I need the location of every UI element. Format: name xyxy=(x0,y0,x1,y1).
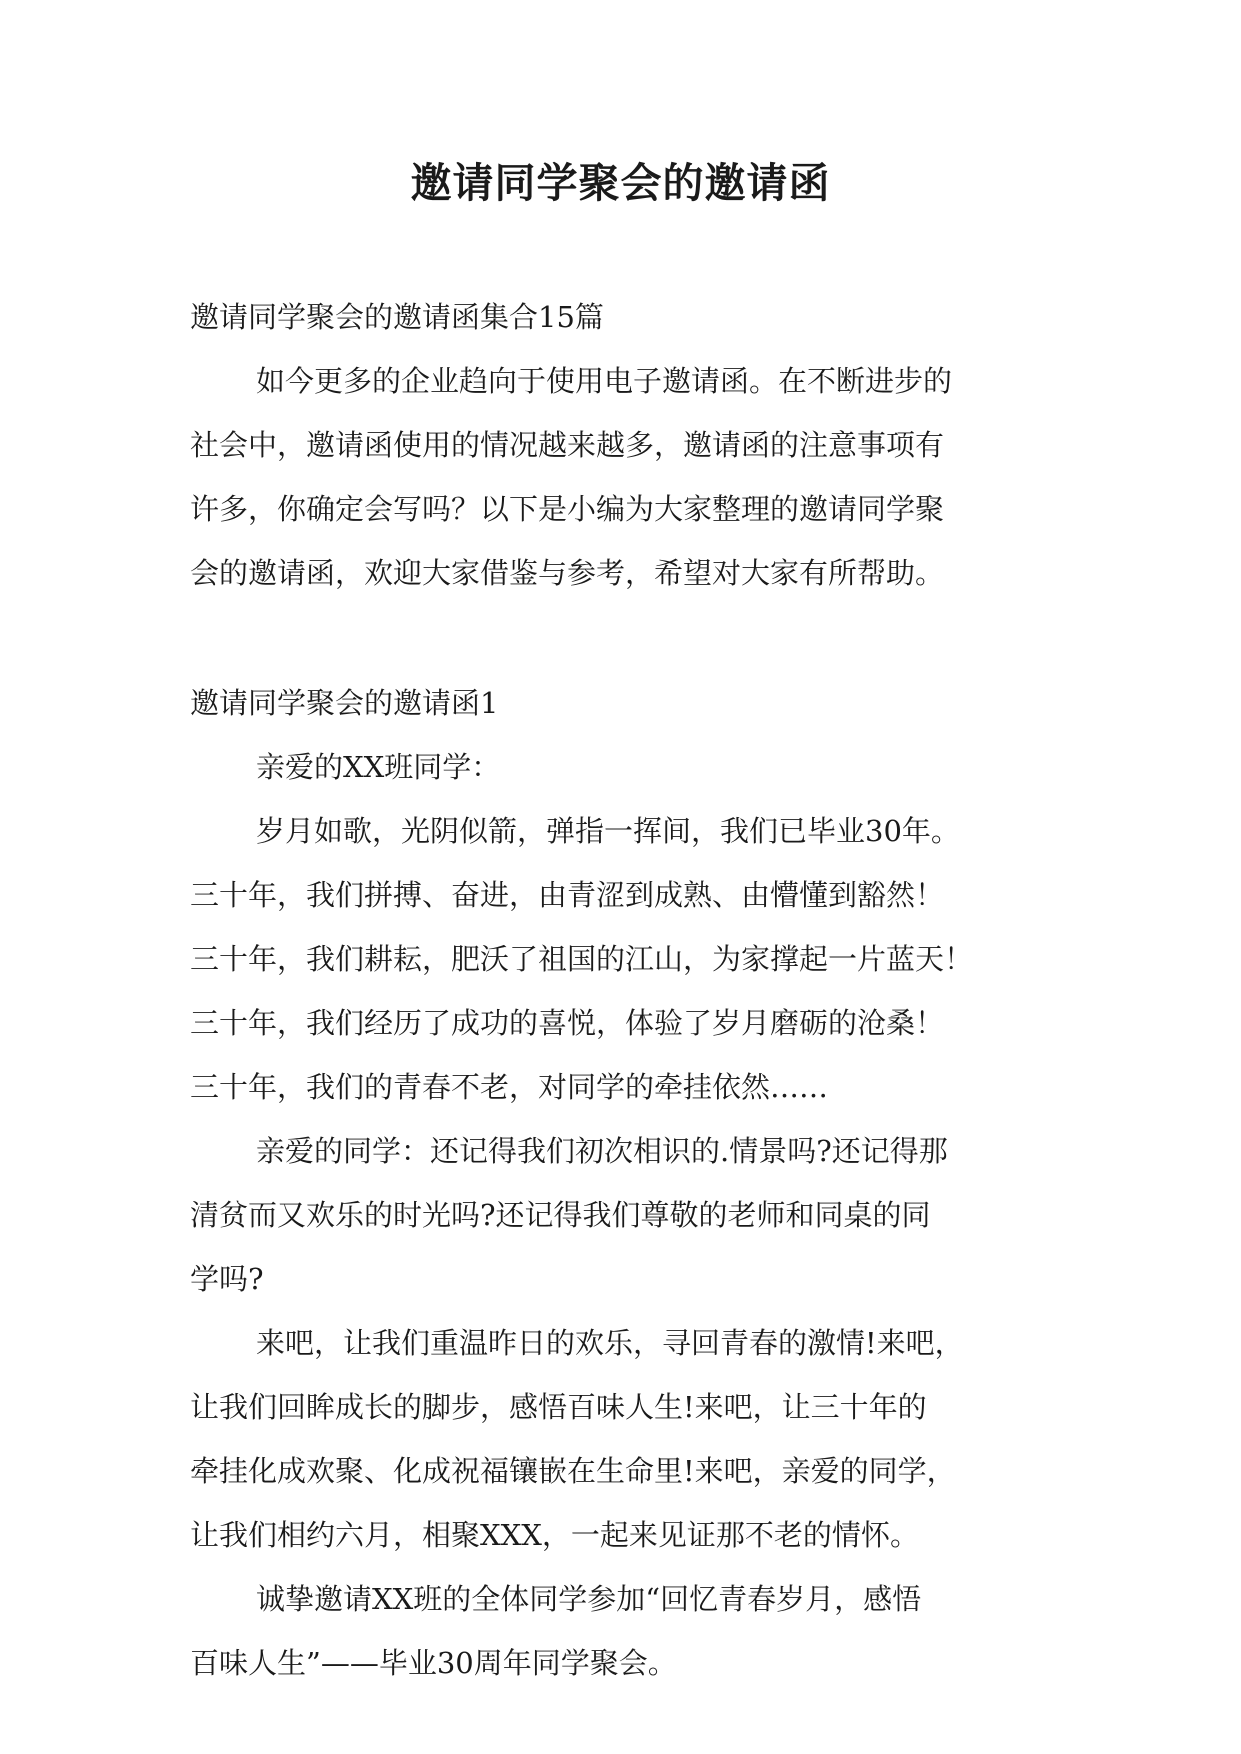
paragraph-invitation xyxy=(190,1567,1060,1695)
text-line: 如今更多的企业趋向于使用电子邀请函。在不断进步的 xyxy=(256,364,953,398)
text-line: 亲爱的同学：还记得我们初次相识的.情景吗?还记得那 xyxy=(256,1134,948,1168)
text-line: 来吧，让我们重温昨日的欢乐，寻回青春的激情!来吧， xyxy=(256,1326,964,1360)
collection-heading: 邀请同学聚会的邀请函集合15篇 xyxy=(190,300,604,334)
text-line: 亲爱的XX班同学： xyxy=(256,750,501,784)
text-line: 让我们相约六月，相聚XXX，一起来见证那不老的情怀。 xyxy=(190,1518,919,1552)
text-line: 诚挚邀请XX班的全体同学参加“回忆青春岁月，感悟 xyxy=(256,1582,922,1616)
text-line: 清贫而又欢乐的时光吗?还记得我们尊敬的老师和同桌的同 xyxy=(190,1198,931,1232)
text-line: 百味人生”——毕业30周年同学聚会。 xyxy=(190,1646,677,1680)
text-line: 三十年，我们的青春不老，对同学的牵挂依然…… xyxy=(190,1070,829,1104)
document-body xyxy=(190,285,1060,1695)
text-line: 三十年，我们耕耘，肥沃了祖国的江山，为家撑起一片蓝天！ xyxy=(190,942,974,976)
text-line: 社会中，邀请函使用的情况越来越多，邀请函的注意事项有 xyxy=(190,428,945,462)
paragraph-come xyxy=(190,1311,1060,1567)
paragraph-years xyxy=(190,799,1060,1119)
text-line: 三十年，我们经历了成功的喜悦，体验了岁月磨砺的沧桑！ xyxy=(190,1006,945,1040)
section-spacer xyxy=(190,605,1060,671)
text-line: 岁月如歌，光阴似箭，弹指一挥间，我们已毕业30年。 xyxy=(256,814,960,848)
document-title: 邀请同学聚会的邀请函 xyxy=(410,159,831,207)
text-line: 牵挂化成欢聚、化成祝福镶嵌在生命里!来吧，亲爱的同学， xyxy=(190,1454,956,1488)
text-line: 三十年，我们拼搏、奋进，由青涩到成熟、由懵懂到豁然！ xyxy=(190,878,945,912)
section-heading: 邀请同学聚会的邀请函1 xyxy=(190,686,499,720)
text-line: 许多，你确定会写吗？以下是小编为大家整理的邀请同学聚 xyxy=(190,492,945,526)
text-line: 学吗? xyxy=(190,1262,264,1296)
intro-paragraph xyxy=(190,349,1060,605)
paragraph-memories xyxy=(190,1119,1060,1311)
text-line: 让我们回眸成长的脚步，感悟百味人生!来吧，让三十年的 xyxy=(190,1390,927,1424)
salutation xyxy=(190,735,1060,799)
text-line: 会的邀请函，欢迎大家借鉴与参考，希望对大家有所帮助。 xyxy=(190,556,945,590)
